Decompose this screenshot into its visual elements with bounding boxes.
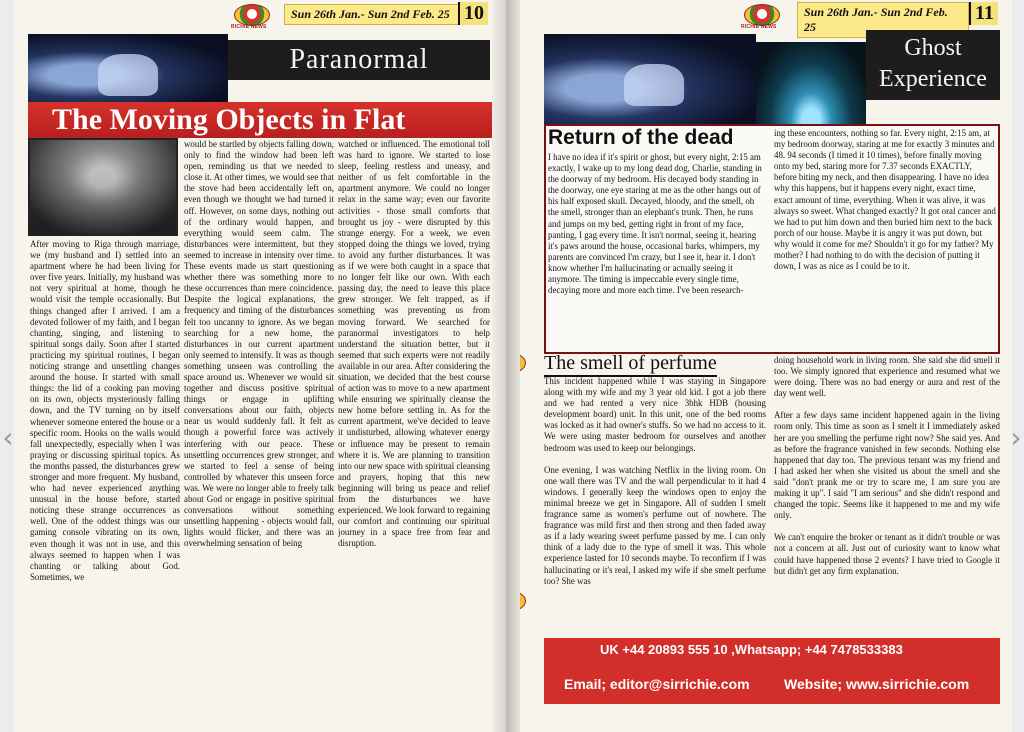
headline: The Moving Objects in Flat bbox=[28, 102, 492, 138]
article-text: After moving to Riga through marriage, we (my husband and I) settled into an apartment where he had been living for over five years. Initially, my husband was not very spiritual at home, though he would visit the temple occasionally. But things changed after I arrived. I am a devoted follower of my faith, and I began chanting, singing, and listening to spiritual songs daily. Soon after I started practicing my spiritual routines, I began noticing strange and unsettling changes around the house. It started with small things: the lid of a cooking pan moving on its own, objects mysteriously falling down, and the TV turning on by itself whenever someone entered the house or a specific room. Hooks on the walls would fall unexpectedly, especially when I was praying or discussing spiritual topics. As the months passed, the disturbances grew stronger and more frequent. My husband, who had never experienced anything unusual in the house before, started noticing these strange occurrences as well. One of the oddest things was our gaming console vibrating on its own, even though it was not in use, and this always seemed to happen when I was chanting or talking about God. Sometimes, we bbox=[30, 239, 180, 582]
story-title: The smell of perfume bbox=[544, 352, 717, 377]
article-text: would be startled by objects falling down, only to find the window had been left open, reminding us that we needed to close it. At other times, we would see that the stove had been accidentally left on, even though we thought we had turned it off. However, on some days, nothing out of the ordinary would happen, and everything would seem calm. The disturbances were intermittent, but they seemed to increase in intensity over time. These events made us start questioning whether there was something more to these occurrences than mere coincidence. Despite the logical explanations, the frequency and timing of the disturbances felt too uncanny to ignore. As we began searching for a new home, the disturbances in our current apartment only seemed to intensify. It was as though something unseen was controlling the space around us. Whenever we would sit together and discuss positive spiritual things or engage in uplifting conversations about our faith, objects near us would suddenly fall. It felt as though a powerful force was actively interfering with our peace. These unsettling occurrences grew stronger, and we started to feel a sense of being controlled by whatever this unseen force was. We were no longer able to freely talk about God or engage in positive spiritual conversations without something unsettling happening - objects would fall, lights would flicker, and there was an overwhelming sensation of being bbox=[184, 139, 334, 549]
chevron-left-icon[interactable]: ‹ bbox=[2, 421, 14, 454]
story-text: I have no idea if it's spirit or ghost, but every night, 2:15 am exactly, I wake up to my long dead dog, Charlie, standing in the doorway of my bedroom. His decayed body standing in the doorway, one eye staring at me as the other hangs out of his half exposed skull. Decayed, bloody, and the smell, oh the smell, stronger than an elephant's trunk. Then, he runs and jumps on my bed, getting right in front of my face, panting, I gag every time. It isn't normal, seeing it, hearing it's paws around the house, occasional barks, whimpers, my parents are convinced I'm crazy, but I see it, hear it. I don't know whether I'm hallucinating or actually seeing it anymore. The timing is impeccable every single time, decaying more and more each time. I've been research- bbox=[548, 152, 762, 296]
left-page bbox=[14, 0, 506, 732]
hero-image bbox=[28, 34, 228, 102]
story-text: We can't enquire the broker or tenant as it didn't trouble or was not a concern at all. Just out of curiosity want to know what could have happened those 2 events? I have tried to Google it but didn't get any firm explanation. bbox=[774, 532, 1000, 576]
email-link[interactable]: Email; editor@sirrichie.com bbox=[564, 676, 750, 692]
story-text: This incident happened while I was staying in Singapore along with my wife and my 3 year old kid. I got a job there and we had rented a very nice 3bhk HDB (housing development board) unit. In this unit, one of the bed rooms was locked as it had owner's stuffs. So we had no access to it. We were using master bedroom for ourselves and another bedroom was used to keep our belongings. bbox=[544, 376, 766, 453]
contact-footer bbox=[544, 638, 1000, 704]
story-text: doing household work in living room. She said she did smell it too. We simply ignored that experience and resumed what we were doing. There was no bad energy or aura and rest of the day went well. bbox=[774, 355, 1000, 399]
haunted-room-photo bbox=[28, 138, 178, 236]
logo-caption: RICHIE NEWS bbox=[741, 24, 777, 30]
page-number: 11 bbox=[969, 2, 998, 25]
right-page bbox=[520, 0, 1012, 732]
story-column-2 bbox=[774, 355, 1000, 640]
page-number: 10 bbox=[458, 2, 488, 25]
richie-news-logo bbox=[234, 4, 270, 26]
issue-date: Sun 26th Jan.- Sun 2nd Feb. 25 bbox=[284, 4, 459, 25]
article-text: watched or influenced. The emotional toll was hard to ignore. We started to lose sleep, feeling restless and uneasy, and neither of us felt comfortable in the apartment anymore. We could no longer relax in the same way; even our favorite activities - those small comforts that brought us joy - were disrupted by this strange energy. For a week, we even stopped doing the things we loved, trying to avoid any further disturbances. It was as if we were both caught in a space that no longer felt like our own. With each passing day, the need to leave this place grew stronger. We felt trapped, as if something was preventing us from moving forward. We searched for paranormal investigators to help understand the situation better, but it seemed that such experts were not readily available in our area. After considering the situation, we decided that the best course of action was to move to a new apartment while ensuring we spiritually cleanse the new home before settling in. As for the current apartment, we've decided to leave it undisturbed, allowing whatever energy or influence may be present to remain where it is. We are planning to transition into our new space with spiritual cleansing and prayers, hoping that this new beginning will bring us peace and relief from the disturbances we have experienced. We look forward to regaining our comfort and continuing our spiritual journey in a space free from fear and disruption. bbox=[338, 139, 490, 549]
story-text: One evening, I was watching Netflix in the living room. On one wall there was TV and the wall perpendicular to it had 4 windows. I generally keep the windows open to enjoy the minimal breeze we get in Singapore. All of sudden I smelt fragrance same as women's perfume out of nowhere. The fragrance was mild first and then strong and then faded away as if a lady wearing sweet perfume passed by me. I can only think of a lady due to the type of smell it was. This whole experience lasted for 10 seconds maybe. To reconfirm if I was hallucinating or it's real, I asked my wife if she smelt perfume too? She was bbox=[544, 464, 766, 586]
logo-caption: RICHIE NEWS bbox=[231, 24, 267, 30]
article-column-2 bbox=[184, 139, 334, 701]
website-link[interactable]: Website; www.sirrichie.com bbox=[784, 676, 970, 692]
richie-news-logo bbox=[520, 352, 526, 374]
story-column-1 bbox=[544, 376, 766, 640]
hero-image bbox=[544, 34, 756, 124]
article-column-1 bbox=[30, 239, 180, 701]
article-column-3 bbox=[338, 139, 490, 701]
haunted-path-photo bbox=[756, 42, 866, 126]
chevron-right-icon[interactable]: › bbox=[1010, 421, 1022, 454]
story-box-return-of-the-dead bbox=[544, 124, 1000, 354]
story-title: Return of the dead bbox=[548, 126, 734, 149]
section-title: Paranormal bbox=[228, 40, 490, 80]
issue-date: Sun 26th Jan.- Sun 2nd Feb. 25 bbox=[797, 2, 969, 38]
phone-line: UK +44 20893 555 10 ,Whatsapp; +44 7478533383 bbox=[600, 642, 903, 657]
richie-news-logo bbox=[520, 590, 526, 612]
story-text: After a few days same incident happened again in the living room only. This time as soon as I smelt it I immediately asked her are you smelling the perfume right now? She said yes. And as before the fragrance vanished in few seconds. Nothing else happened that day too. The previous tenant was my friend and I had asked her when she visited us about the smell and she said "don't prank me or try to scare me, I am sure you are making it up". I said "I am serious" and she didn't respond and changed the topic. Seems like it happened to me and my wife only. bbox=[774, 410, 1000, 521]
ghost-figure-illustration bbox=[624, 64, 684, 106]
richie-news-logo bbox=[744, 4, 780, 26]
ghost-figure-illustration bbox=[98, 54, 158, 96]
story-column-2 bbox=[774, 128, 996, 352]
story-text: ing these encounters, nothing so far. Every night, 2:15 am, at my bedroom doorway, staring at me for exactly 3 minutes and 48. 94 seconds (I timed it 10 times), before finally moving onto my bed, staring more for 7.37 seconds EXACTLY, before biting my neck, and then disappearing. I have no idea why this happens, but it happens every night, exact time, exact amount of time, everything. When it was alive, it was always so sweet. What changed exactly? It got oral cancer and we had to put him down and then buried him next to the back porch of our house. Maybe it is angry it was put down, but why would it come for me? Shouldn't it go for my father? My mother? I had nothing to do with the decision of putting it down, I was as nice as I could be to it. bbox=[774, 128, 996, 272]
section-title: Ghost Experience bbox=[866, 30, 1000, 100]
story-column-1 bbox=[548, 152, 766, 352]
